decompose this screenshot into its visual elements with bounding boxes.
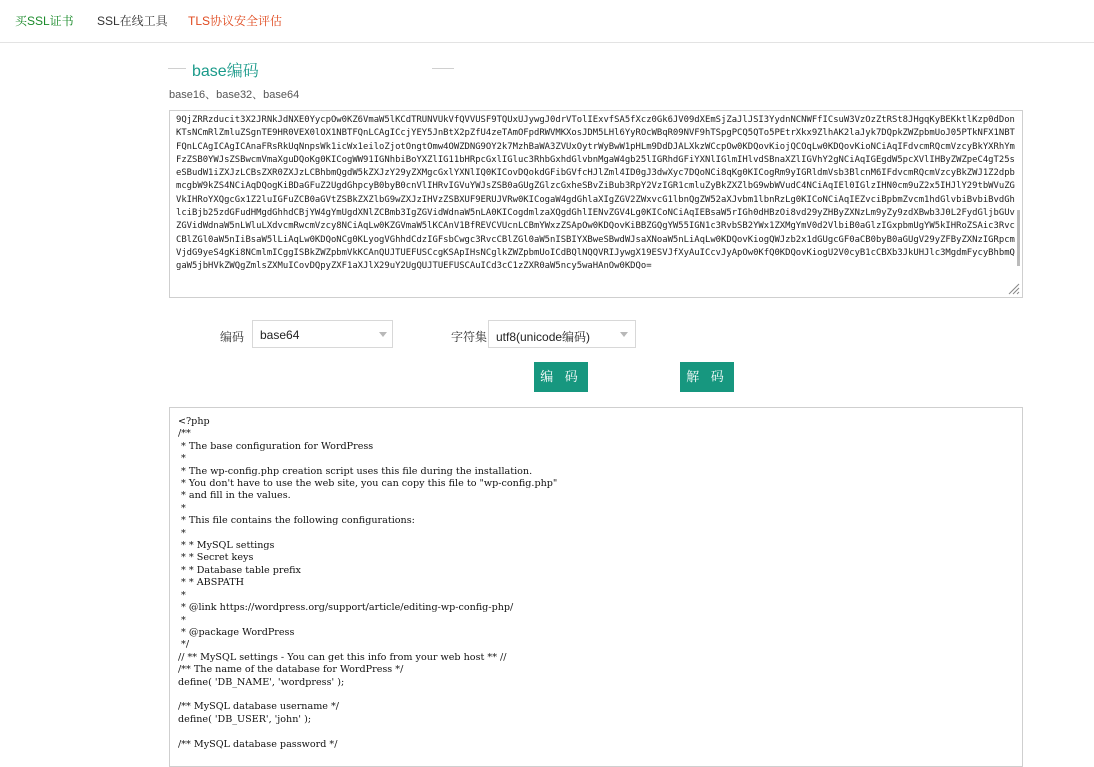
chevron-down-icon — [379, 332, 387, 337]
top-navigation — [0, 0, 1094, 43]
page-subtitle: base16、base32、base64 — [169, 89, 300, 101]
page-title: base编码 — [192, 63, 259, 80]
section-heading — [168, 58, 458, 78]
charset-label: 字符集 — [451, 330, 488, 344]
charset-select-value: utf8(unicode编码) — [496, 330, 591, 344]
input-scrollbar-thumb[interactable] — [1017, 210, 1020, 266]
nav-link-ssl-tools[interactable]: SSL在线工具 — [97, 14, 168, 28]
encoding-label: 编码 — [220, 330, 245, 344]
encoding-select-value: base64 — [260, 328, 300, 342]
heading-divider-right — [432, 68, 454, 69]
heading-divider-left — [168, 68, 186, 69]
nav-link-tls-assessment[interactable]: TLS协议安全评估 — [188, 14, 283, 28]
decode-button[interactable]: 解 码 — [680, 362, 734, 392]
chevron-down-icon — [620, 332, 628, 337]
encoding-select[interactable] — [252, 320, 393, 348]
decoded-output-area[interactable]: <?php /** * The base configuration for WordPress * * The wp-config.php creation script uses this file during the installation. * You don't have to use the web site, you can copy this file to "wp-config.php" * and fill in the values. * * This file contains the following configurations: * * * MySQL settings * * Secret keys * * Database table prefix * * ABSPATH * * @link https://wordpress.org/support/article/editing-wp-config-php/ * * @package WordPress */ // ** MySQL settings - You can get this info from your web host ** // /** The name of the database for WordPress */ define( 'DB_NAME', 'wordpress' ); /** MySQL database username */ define( 'DB_USER', 'john' ); /** MySQL database password */ — [169, 407, 1023, 767]
resize-handle-icon[interactable] — [1006, 281, 1020, 295]
encoded-input-textarea[interactable] — [169, 110, 1023, 298]
charset-select[interactable] — [488, 320, 636, 348]
encode-button[interactable]: 编 码 — [534, 362, 588, 392]
nav-link-buy-ssl[interactable]: 买SSL证书 — [15, 14, 74, 28]
